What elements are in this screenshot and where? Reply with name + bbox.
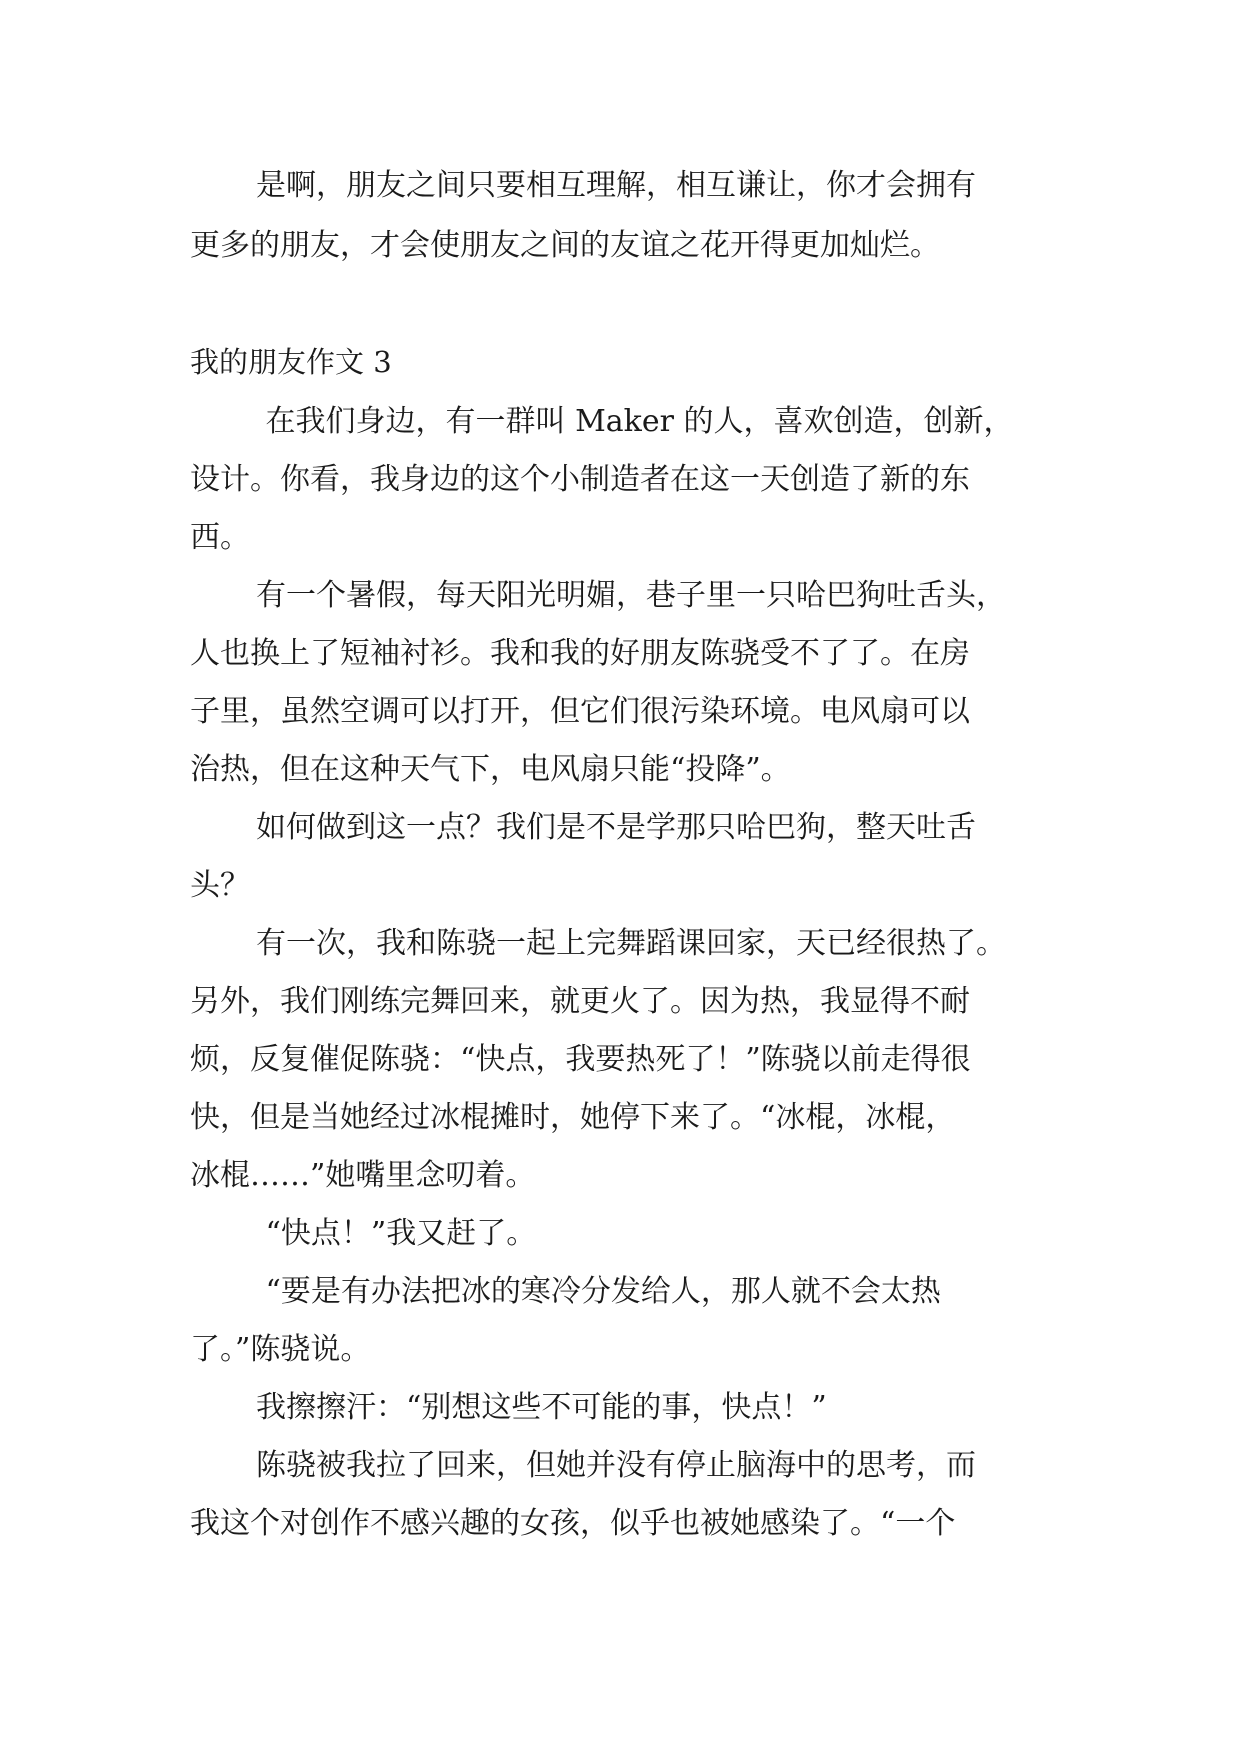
paragraph-line: 陈骁被我拉了回来，但她并没有停止脑海中的思考，而	[256, 1448, 976, 1483]
paragraph-line: 了。”陈骁说。	[190, 1332, 371, 1367]
paragraph-line: 设计。你看，我身边的这个小制造者在这一天创造了新的东	[190, 462, 970, 497]
paragraph-line: 如何做到这一点？我们是不是学那只哈巴狗，整天吐舌	[256, 810, 976, 845]
paragraph-line: 快，但是当她经过冰棍摊时，她停下来了。“冰棍，冰棍，	[190, 1100, 956, 1135]
paragraph-line: 另外，我们刚练完舞回来，就更火了。因为热，我显得不耐	[190, 984, 970, 1019]
paragraph-line: 我擦擦汗：“别想这些不可能的事，快点！”	[256, 1390, 827, 1425]
paragraph-line: 更多的朋友，才会使朋友之间的友谊之花开得更加灿烂。	[190, 228, 940, 263]
paragraph-line: “要是有办法把冰的寒冷分发给人，那人就不会太热	[256, 1274, 941, 1309]
paragraph-line: 头？	[190, 868, 250, 903]
paragraph-line: “快点！”我又赶了。	[256, 1216, 537, 1251]
paragraph-line: 有一次，我和陈骁一起上完舞蹈课回家，天已经很热了。	[256, 926, 1006, 961]
section-heading: 我的朋友作文 3	[190, 345, 392, 379]
paragraph-line: 人也换上了短袖衬衫。我和我的好朋友陈骁受不了了。在房	[190, 636, 970, 671]
paragraph-line: 在我们身边，有一群叫 Maker 的人，喜欢创造，创新，	[256, 404, 1014, 439]
paragraph-line: 烦，反复催促陈骁：“快点，我要热死了！”陈骁以前走得很	[190, 1042, 971, 1077]
paragraph-line: 我这个对创作不感兴趣的女孩，似乎也被她感染了。“一个	[190, 1506, 956, 1541]
paragraph-line: 西。	[190, 520, 250, 555]
paragraph-line: 治热，但在这种天气下，电风扇只能“投降”。	[190, 752, 791, 787]
paragraph-line: 是啊，朋友之间只要相互理解，相互谦让，你才会拥有	[256, 168, 976, 203]
paragraph-line: 有一个暑假，每天阳光明媚，巷子里一只哈巴狗吐舌头，	[256, 578, 1006, 613]
paragraph-line: 冰棍……”她嘴里念叨着。	[190, 1158, 536, 1193]
paragraph-line: 子里，虽然空调可以打开，但它们很污染环境。电风扇可以	[190, 694, 970, 729]
